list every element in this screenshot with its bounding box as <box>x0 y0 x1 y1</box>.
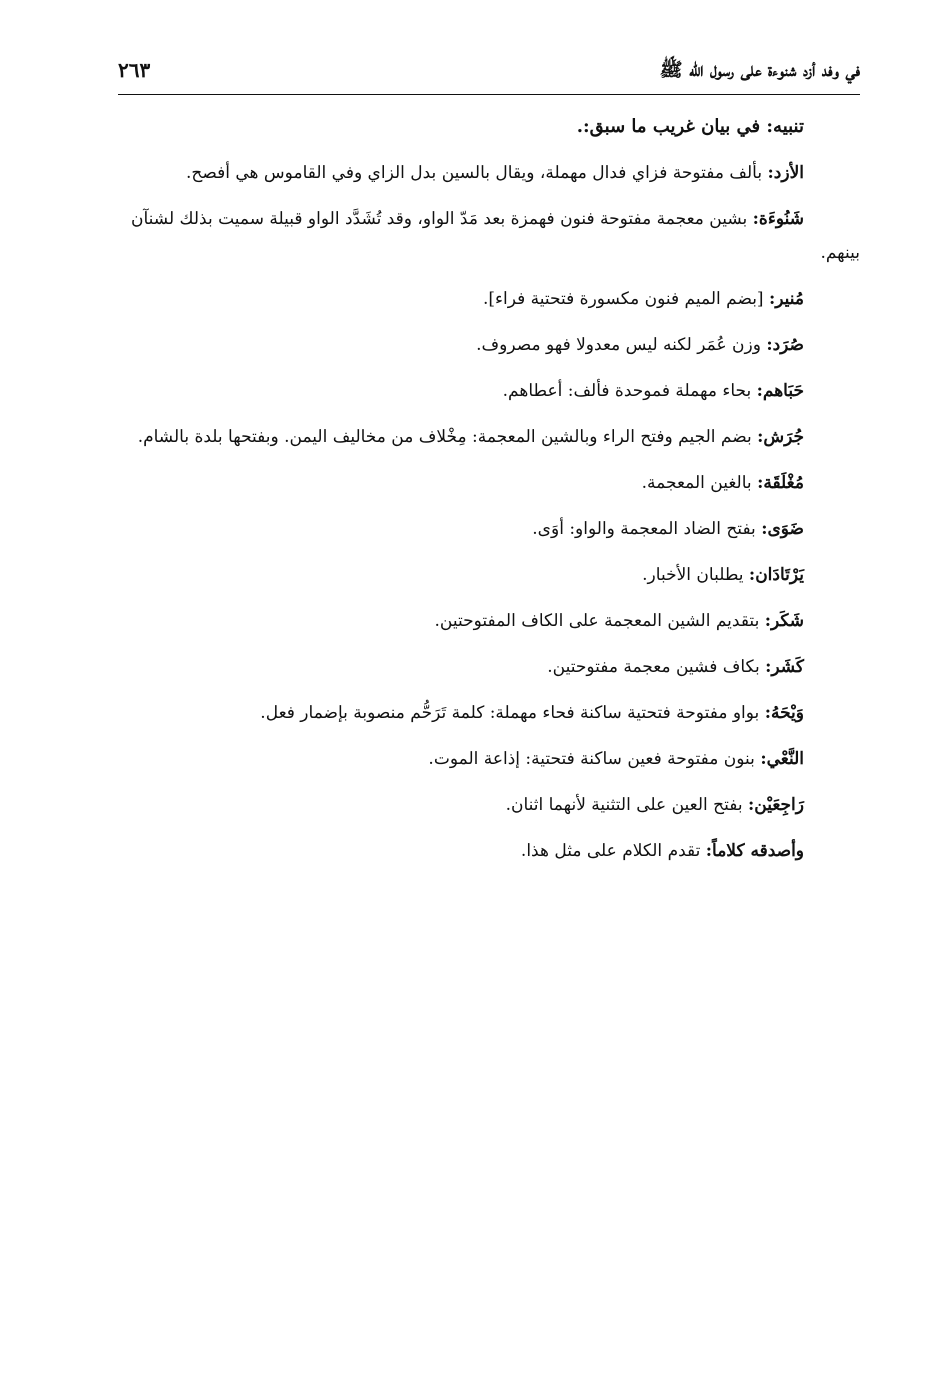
entry-term: كَشَر: <box>765 657 804 677</box>
header-title: في وفد أزد شنوءة على رسول الله ﷺ <box>659 59 860 81</box>
entry-term: مُغْلَقَة: <box>757 473 804 493</box>
entry-text: تقدم الكلام على مثل هذا. <box>520 841 706 861</box>
glossary-entry <box>120 788 860 822</box>
entry-term: ضَوَى: <box>761 519 804 539</box>
entry-term: حَبَاهم: <box>756 381 804 401</box>
header-rule <box>118 94 860 95</box>
entry-term: وَيْحَهُ: <box>764 703 804 723</box>
running-header <box>118 52 860 92</box>
entry-text: بالغين المعجمة. <box>641 473 758 493</box>
glossary-entry <box>120 696 860 730</box>
entry-text: بفتح الضاد المعجمة والواو: أوَى. <box>532 519 762 539</box>
entry-term: وأصدقه كلاماً: <box>705 841 804 861</box>
glossary-entry <box>120 604 860 638</box>
glossary-entry <box>120 282 860 316</box>
entry-text: بفتح العين على التثنية لأنهما اثنان. <box>505 795 748 815</box>
entry-text: بتقديم الشين المعجمة على الكاف المفتوحتين. <box>434 611 765 631</box>
glossary-entry <box>120 512 860 546</box>
entry-term: شَنُوءَة: <box>752 209 804 229</box>
entry-term: شَكَر: <box>764 611 804 631</box>
note-heading-text: تنبيه: في بيان غريب ما سبق:. <box>576 116 804 137</box>
entry-text: بألف مفتوحة فزاي فدال مهملة، ويقال بالسين بدل الزاي وفي القاموس هي أفصح. <box>186 163 768 183</box>
glossary-entry <box>120 466 860 500</box>
entry-text: بشين معجمة مفتوحة فنون فهمزة بعد مَدّ الواو، وقد تُشَدَّد الواو قبيلة سميت بذلك لشنآن بينهم. <box>130 209 860 263</box>
entry-text: بواو مفتوحة فتحتية ساكنة فحاء مهملة: كلمة تَرَحُّم منصوبة بإضمار فعل. <box>260 703 765 723</box>
glossary-entry <box>120 328 860 362</box>
entry-text: بحاء مهملة فموحدة فألف: أعطاهم. <box>502 381 757 401</box>
body-text <box>120 110 860 880</box>
entry-text: بنون مفتوحة فعين ساكنة فتحتية: إذاعة الموت. <box>428 749 761 769</box>
glossary-entry <box>120 558 860 592</box>
entry-term: يَرْتَادَان: <box>748 565 804 585</box>
entry-text: [بضم الميم فنون مكسورة فتحتية فراء]. <box>483 289 769 309</box>
glossary-entry <box>120 156 860 190</box>
entry-text: بضم الجيم وفتح الراء وبالشين المعجمة: مِخْلاف من مخاليف اليمن. وبفتحها بلدة بالشام. <box>137 427 758 447</box>
entry-text: يطلبان الأخبار. <box>642 565 749 585</box>
glossary-entry <box>120 650 860 684</box>
entry-term: الأزد: <box>767 163 804 183</box>
glossary-entry <box>120 374 860 408</box>
glossary-entry <box>120 742 860 776</box>
glossary-entry <box>120 202 860 270</box>
glossary-entry <box>120 420 860 454</box>
entry-text: وزن عُمَر لكنه ليس معدولا فهو مصروف. <box>476 335 767 355</box>
entry-text: بكاف فشين معجمة مفتوحتين. <box>547 657 766 677</box>
entry-term: النَّعْي: <box>760 749 804 769</box>
entry-term: جُرَش: <box>757 427 804 447</box>
entry-term: رَاجِعَيْن: <box>748 795 804 815</box>
entry-term: صُرَد: <box>766 335 804 355</box>
entry-term: مُنير: <box>768 289 804 309</box>
page-number: ٢٦٣ <box>118 58 151 82</box>
note-heading <box>120 110 860 144</box>
glossary-entry <box>120 834 860 868</box>
